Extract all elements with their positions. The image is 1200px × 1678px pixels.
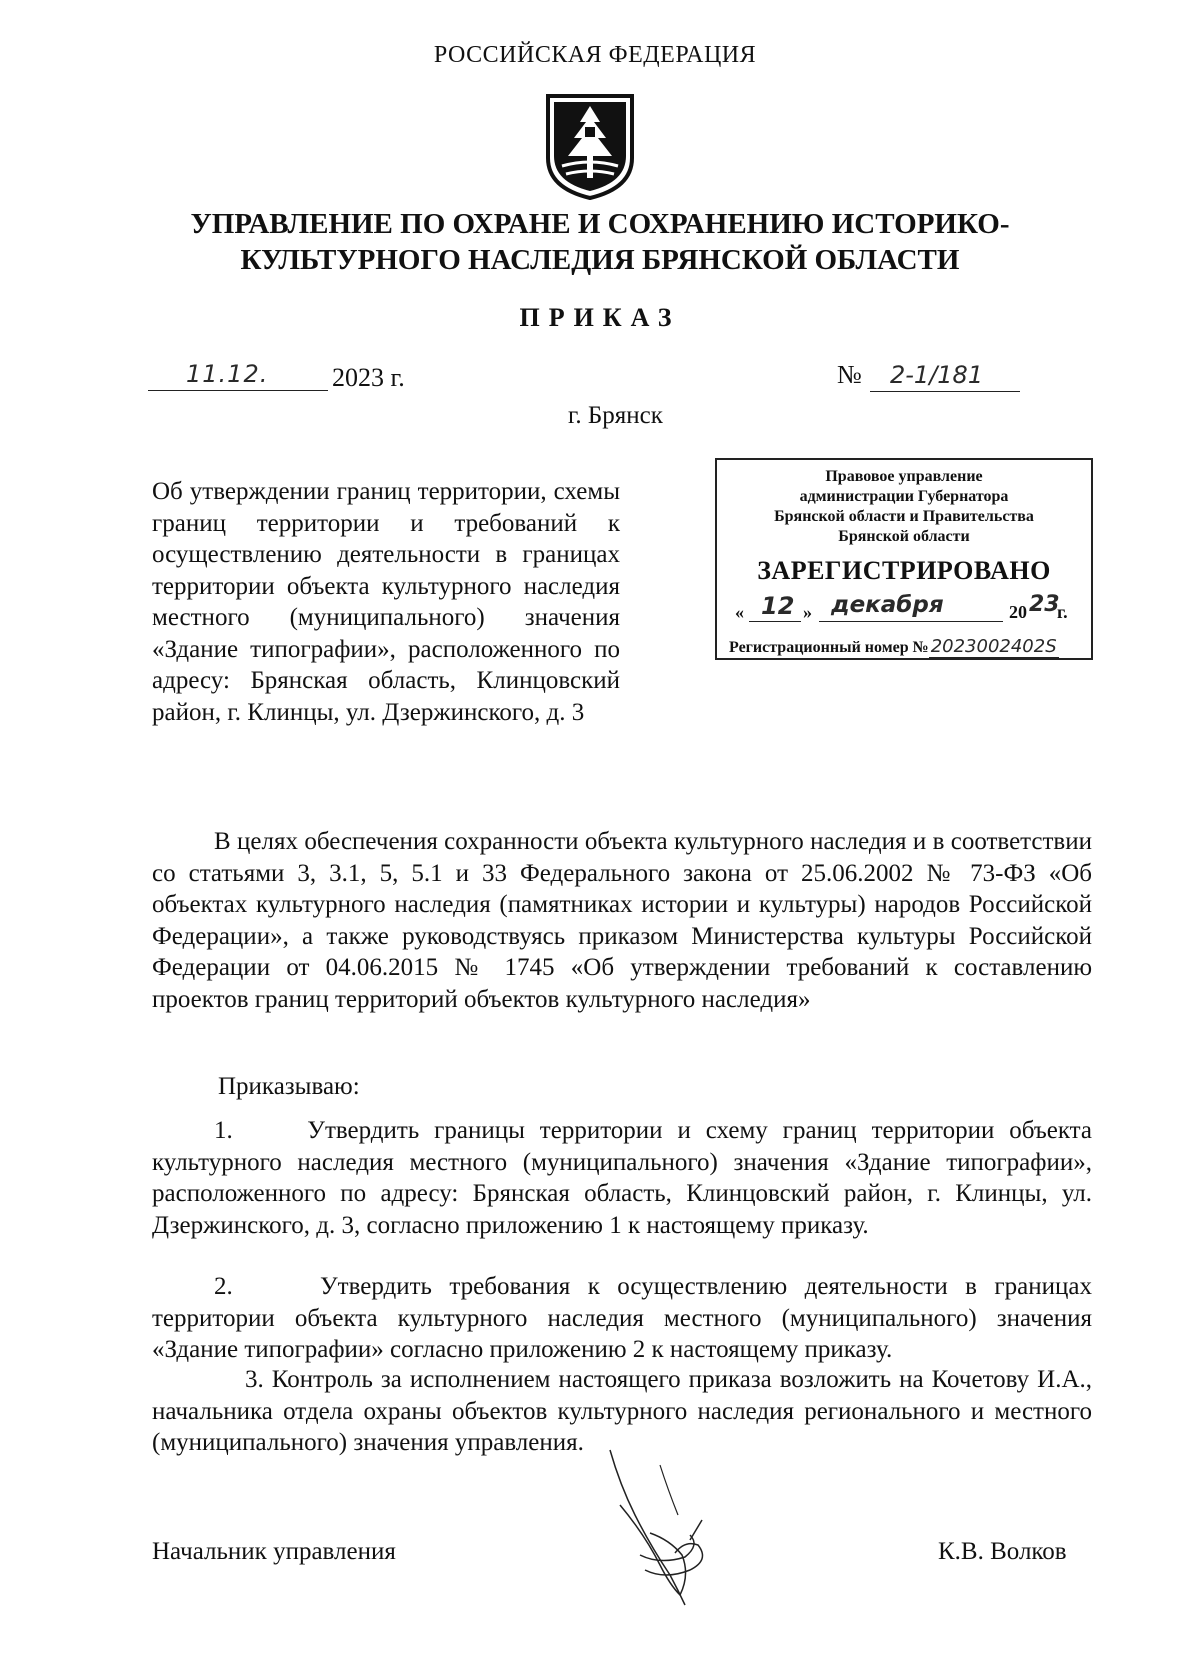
stamp-quote-open: « xyxy=(735,602,744,622)
preamble-paragraph: В целях обеспечения сохранности объекта культурного наследия и в соответствии со статьями 3, 3.1, 5, 5.1 и 33 Федерального закона от 25.06.2002 № 73-ФЗ «Об объектах культурного наследия (памятниках истории и культуры) народов Российской Федерации», а также руководствуясь приказом Министерства культуры Российской Федерации от 04.06.2015 № 1745 «Об утверждении требований к составлению проектов границ территорий объектов культурного наследия» xyxy=(152,828,1092,1013)
order-subject: Об утверждении границ территории, схемы границ территории и требований к осуществлению деятельности в границах территории объекта культурного наследия местного (муниципального) значения «Здание типографии», расположенного по адресу: Брянская область, Клинцовский район, г. Клинцы, ул. Дзержинского, д. 3 xyxy=(152,478,620,726)
order-item-3: 3. Контроль за исполнением настоящего приказа возложить на Кочетову И.А., начальника отдела охраны объектов культурного наследия регионального и местного (муниципального) значения управления. xyxy=(152,1366,1092,1456)
stamp-day: 12 xyxy=(761,592,795,620)
stamp-registered: ЗАРЕГИСТРИРОВАНО xyxy=(757,556,1051,585)
date-field xyxy=(148,358,328,391)
handwritten-date: 11.12. xyxy=(186,360,269,388)
stamp-line4: Брянской области xyxy=(838,528,970,545)
stamp-year-prefix: 20 xyxy=(1009,602,1027,622)
coat-of-arms-icon xyxy=(544,92,636,202)
stamp-quote-close: » xyxy=(803,602,812,622)
number-sign: № xyxy=(837,360,862,389)
number-field xyxy=(870,360,1020,392)
date-year: 2023 г. xyxy=(332,363,405,392)
organization-name xyxy=(0,206,1200,278)
city: г. Брянск xyxy=(568,402,663,429)
stamp-reg-number xyxy=(729,636,1059,657)
country-title: РОССИЙСКАЯ ФЕДЕРАЦИЯ xyxy=(433,42,757,68)
registration-stamp xyxy=(715,458,1093,660)
organization-name-line2: КУЛЬТУРНОГО НАСЛЕДИЯ БРЯНСКОЙ ОБЛАСТИ xyxy=(240,244,960,276)
stamp-year-suffix: г. xyxy=(1057,602,1068,622)
handwritten-number: 2-1/181 xyxy=(890,361,984,389)
stamp-line3: Брянской области и Правительства xyxy=(774,508,1034,525)
stamp-year: 23 xyxy=(1029,592,1060,617)
stamp-date xyxy=(735,592,1085,628)
handwritten-signature-icon xyxy=(590,1445,740,1610)
signer-position: Начальник управления xyxy=(152,1538,396,1565)
order-item-2: 2. Утвердить требования к осуществлению деятельности в границах территории объекта культурного наследия местного (муниципального) значения «Здание типографии» согласно приложению 2 к настоящему приказу. xyxy=(152,1273,1092,1363)
order-item-1: 1. Утвердить границы территории и схему границ территории объекта культурного наследия местного (муниципального) значения «Здание типографии», расположенного по адресу: Брянская область, Клинцовский район, г. Клинцы, ул. Дзержинского, д. 3, согласно приложению 1 к настоящему приказу. xyxy=(152,1117,1092,1239)
document-type: ПРИКАЗ xyxy=(519,303,681,332)
stamp-reg-number-hand: 2023002402S xyxy=(930,636,1057,657)
order-word: Приказываю: xyxy=(218,1073,360,1100)
stamp-line1: Правовое управление xyxy=(825,468,983,485)
stamp-reg-label: Регистрационный номер № xyxy=(729,639,929,656)
stamp-line2: администрации Губернатора xyxy=(799,488,1009,505)
organization-name-line1: УПРАВЛЕНИЕ ПО ОХРАНЕ И СОХРАНЕНИЮ ИСТОРИКО- xyxy=(190,208,1010,240)
stamp-month: декабря xyxy=(831,592,944,618)
signer-name: К.В. Волков xyxy=(938,1538,1067,1565)
